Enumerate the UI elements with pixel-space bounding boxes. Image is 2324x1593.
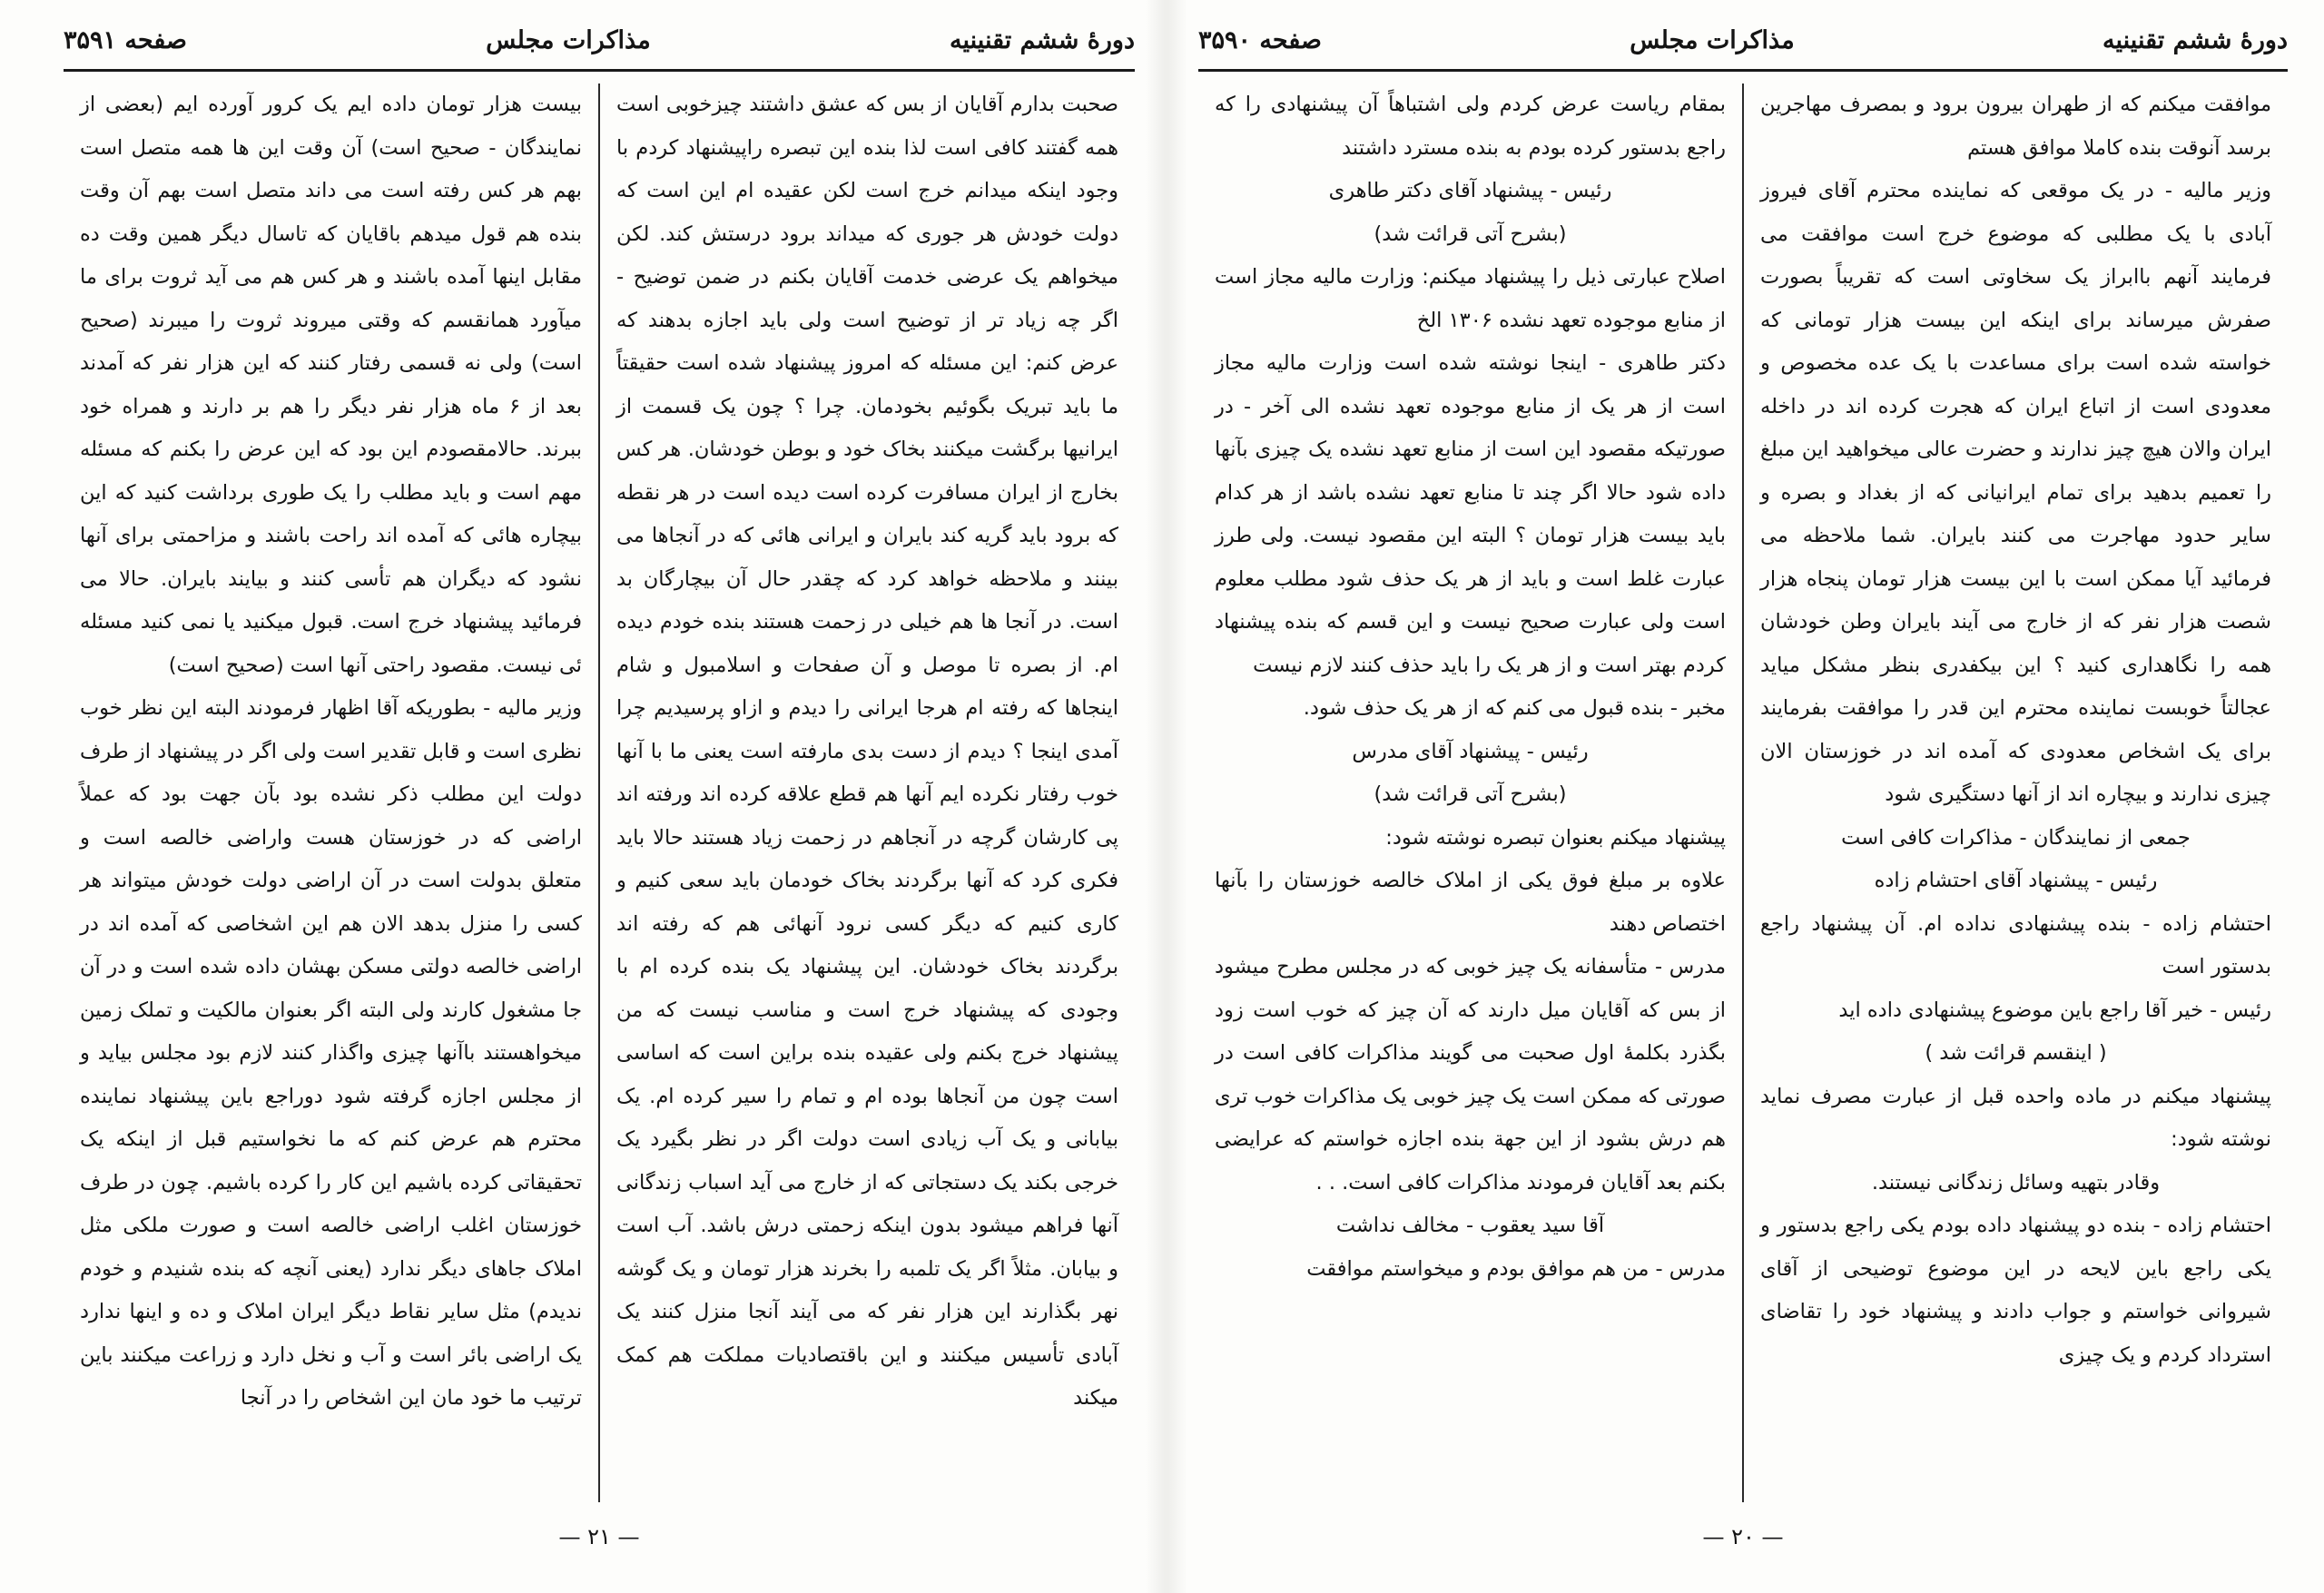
right-column-inner <box>1198 84 1742 1502</box>
left-page-number-label: صفحه ۳۵۹۱ <box>64 25 187 54</box>
right-page-header <box>1198 18 2288 62</box>
left-page-footer-number: — ۲۱ — <box>558 1524 640 1549</box>
speaker-line: رئیس - پیشنهاد آقای دکتر طاهری <box>1328 179 1612 202</box>
left-page <box>64 18 1135 1566</box>
paragraph: علاوه بر مبلغ فوق یکی از املاک خالصه خوزستان را بآنها اختصاص دهند <box>1215 869 1726 936</box>
paragraph: رئیس - خیر آقا راجع باین موضوع پیشنهادی داده اید <box>1838 998 2271 1022</box>
paragraph: بیست هزار تومان داده ایم یک کرور آورده ایم (بعضی از نمایندگان - صحیح است) آن وقت این ها همه متصل است بهم هر کس رفته است می داند متصل است بهم آن وقت بنده هم قول میدهم باقایان که تاسال دیگر همین وقت ده مقابل اینها آمده باشند و هر کس هم می آید ثروت برای ما میآورد همانقسم که وقتی میروند ثروت را میبرند (صحیح است) ولی نه قسمی رفتار کنند که این هزار نفر که آمدند بعد از ۶ ماه هزار نفر دیگر را هم بر دارند و همراه خود ببرند. حالامقصودم این بود که این عرض را بکنم که مسئله مهم است و باید مطلب را یک طوری برداشت کنید که این بیچاره هائی که آمده اند راحت باشند و مزاحمتی برای آنها نشود که دیگران هم تأسی کنند و بیایند بایران. حالا می فرمائید پیشنهاد خرج است. قبول میکنید یا نمی کنید مسئله ئی نیست. مقصود راحتی آنها است (صحیح است) <box>80 93 582 677</box>
right-page-number-label: صفحه ۳۵۹۰ <box>1198 25 1322 54</box>
right-running-title: مذاکرات مجلس <box>1630 25 1795 54</box>
speaker-line: جمعی از نمایندگان - مذاکرات کافی است <box>1841 825 2191 850</box>
left-columns <box>64 84 1135 1502</box>
speaker-line: رئیس - پیشنهاد آقای احتشام زاده <box>1874 869 2158 892</box>
left-page-header <box>64 18 1135 62</box>
paragraph: پیشنهاد میکنم بعنوان تبصره نوشته شود: <box>1385 825 1726 850</box>
left-journal-title: دورهٔ ششم تقنینیه <box>950 25 1135 54</box>
left-column-inner <box>600 84 1135 1502</box>
paragraph: آقا سید یعقوب - مخالف نداشت <box>1335 1214 1605 1237</box>
paragraph: مخبر - بنده قبول می کنم که از هر یک حذف شود. <box>1303 696 1726 720</box>
left-column-outer <box>64 84 598 1502</box>
paragraph: مدرس - من هم موافق بودم و میخواستم موافقت <box>1306 1256 1726 1281</box>
right-page <box>1198 18 2288 1566</box>
paragraph: موافقت میکنم که از طهران بیرون برود و بمصرف مهاجرین برسد آنوقت بنده کاملا موافق هستم <box>1760 93 2271 160</box>
read-out-note: (بشرح آتی قرائت شد) <box>1374 221 1567 246</box>
paragraph: صحبت بدارم آقایان از بس که عشق داشتند چیزخوبی است همه گفتند کافی است لذا بنده این تبصره راپیشنهاد کردم با وجود اینکه میدانم خرج است لکن عقیده ام این است که دولت خودش هر جوری که میداند برود درستش کند. لکن میخواهم یک عرضی خدمت آقایان بکنم در ضمن توضیح - اگر چه زیاد تر از توضیح است ولی باید اجازه بدهند که عرض کنم: این مسئله که امروز پیشنهاد شده است حقیقتاً ما باید تبریک بگوئیم بخودمان. چرا ؟ چون یک قسمت از ایرانیها برگشت میکنند بخاک خود و بوطن خودشان. هر کس بخارج از ایران مسافرت کرده است دیده است در هر نقطه که برود باید گریه کند بایران و ایرانی هائی که در آنجاها می بینند و ملاحظه خواهد کرد که چقدر حال آن بیچارگان بد است. در آنجا ها هم خیلی در زحمت هستند بنده خودم دیده ام. از بصره تا موصل و آن صفحات و اسلامبول و شام اینجاها که رفته ام هرجا ایرانی را دیدم و ازاو پرسیدیم چرا آمدی اینجا ؟ دیدم از دست بدی مارفته است یعنی ما با آنها خوب رفتار نکرده ایم آنها هم قطع علاقه کرده اند ورفته اند پی کارشان گرچه در آنجاهم در زحمت زیاد هستند حالا باید فکری کرد که آنها برگردند بخاک خودمان باید سعی کنیم و کاری کنیم که دیگر کسی نرود آنهائی هم که رفته اند برگردند بخاک خودشان. این پیشنهاد یک بنده کرده ام با وجودی که پیشنهاد خرج است و مناسب نیست که من پیشنهاد خرج بکنم ولی عقیده بنده براین است که اساسی است چون من آنجاها بوده ام و تمام را سیر کرده ام. یک بیابانی و یک آب زیادی است دولت اگر در نظر بگیرد یک خرجی بکند یک دستجاتی که از خارج می آید اسباب زندگانی آنها فراهم میشود بدون اینکه زحمتی درش باشد. آب است و بیابان. مثلاً اگر یک تلمبه را بخرند هزار تومان و یک گوشه نهر بگذارند این هزار نفر که می آیند آنجا منزل کنند یک آبادی تأسیس میکنند و این باقتصادیات مملکت هم کمک میکند <box>616 93 1118 1410</box>
column-divider <box>1742 84 1744 1502</box>
book-gutter <box>1146 0 1187 1593</box>
right-header-rule <box>1198 69 2288 72</box>
read-out-note: ( اینقسم قرائت شد ) <box>1925 1041 2107 1065</box>
read-out-note: (بشرح آتی قرائت شد) <box>1374 782 1567 806</box>
paragraph: پیشنهاد میکنم در ماده واحده قبل از عبارت مصرف نماید نوشته شود: <box>1760 1084 2271 1151</box>
paragraph: وقادر بتهیه وسائل زندگانی نیستند. <box>1871 1170 2161 1195</box>
speaker-line: رئیس - پیشنهاد آقای مدرس <box>1352 739 1589 763</box>
paragraph: وزیر مالیه - بطوریکه آقا اظهار فرمودند البته این نظر خوب نظری است و قابل تقدیر است ولی اگر در پیشنهاد از طرف دولت این مطلب ذکر نشده بود بآن جهت بود که عملاً اراضی که در خوزستان هست واراضی خالصه است و متعلق بدولت است در آن اراضی دولت خودش میتواند هر کسی را منزل بدهد الان هم این اشخاصی که آمده اند در اراضی خالصه دولتی مسکن بهشان داده شده است و در آن جا مشغول کارند ولی البته اگر بعنوان مالکیت و تملک زمین میخواهستند باآنها چیزی واگذار کنند لازم بود مجلس بیاید و از مجلس اجازه گرفته شود دوراجع باین پیشنهاد نماینده محترم هم عرض کنم که ما نخواستیم قبل از اینکه یک تحقیقاتی کرده باشیم این کار را کرده باشیم. چون در طرف خوزستان اغلب اراضی خالصه است و صورت ملکی مثل املاک جاهای دیگر ندارد (یعنی آنچه که بنده شنیدم و خودم ندیدم) مثل سایر نقاط دیگر ایران املاک و ده و اینها ندارد یک اراضی بائر است و آب و نخل دارد و زراعت میکنند باین ترتیب ما خود مان این اشخاص را در آنجا <box>80 696 582 1410</box>
paragraph: مدرس - متأسفانه یک چیز خوبی که در مجلس مطرح میشود از بس که آقایان میل دارند که آن چیز که خوب است زود بگذرد بکلمهٔ اول صحبت می گویند مذاکرات کافی است در صورتی که ممکن است یک چیز خوبی یک مذاکرات خوب تری هم درش بشود از این جهة بنده اجازه خواستم که عرایضی بکنم بعد آقایان فرمودند مذاکرات کافی است. . . <box>1215 955 1726 1195</box>
paragraph: احتشام زاده - بنده دو پیشنهاد داده بودم یکی راجع بدستور و یکی راجع باین لایحه در این موضوع توضیحی از آقای شیروانی خواستم و جواب دادند و پیشنهاد خود را تقاضای استرداد کردم و یک چیزی <box>1760 1214 2271 1367</box>
paragraph: احتشام زاده - بنده پیشنهادی نداده ام. آن پیشنهاد راجع بدستور است <box>1760 911 2271 978</box>
right-page-footer-number: — ۲۰ — <box>1702 1524 1784 1549</box>
left-header-rule <box>64 69 1135 72</box>
paragraph: اصلاح عبارتی ذیل را پیشنهاد میکنم: وزارت مالیه مجاز است از منابع موجوده تعهد نشده ۱۳۰۶ الخ <box>1215 265 1726 332</box>
left-running-title: مذاکرات مجلس <box>486 25 651 54</box>
paragraph: بمقام ریاست عرض کردم ولی اشتباهاً آن پیشنهادی را که راجع بدستور کرده بودم به بنده مسترد داشتند <box>1215 93 1726 160</box>
paragraph: دکتر طاهری - اینجا نوشته شده است وزارت مالیه مجاز است از هر یک از منابع موجوده تعهد نشده الی آخر - در صورتیکه مقصود این است از منابع تعهد نشده یک چیزی بآنها داده شود حالا اگر چند تا منابع تعهد نشده باشد از هر کدام باید بیست هزار تومان ؟ البته این مقصود نیست. ولی طرز عبارت غلط است و باید از هر یک حذف شود مطلب معلوم است ولی عبارت صحیح نیست و این قسم که بنده پیشنهاد کردم بهتر است و از هر یک را باید حذف کنند لازم نیست <box>1215 351 1726 677</box>
right-column-outer <box>1744 84 2288 1502</box>
column-divider <box>598 84 600 1502</box>
paragraph: وزیر مالیه - در یک موقعی که نماینده محترم آقای فیروز آبادی با یک مطلبی که موضوع خرج است موافقت می فرمایند آنهم باابراز یک سخاوتی است که تقریباً بصورت صفرش میرساند برای اینکه این بیست هزار تومانی که خواسته شده است برای مساعدت با یک عده مخصوص و معدودی است از اتباع ایران که هجرت کرده اند در داخله ایران والان هیچ چیز ندارند و حضرت عالی میخواهید این مبلغ را تعمیم بدهید برای تمام ایرانیانی که از بغداد و بصره و سایر حدود مهاجرت می کنند بایران. شما ملاحظه می فرمائید آیا ممکن است با این بیست هزار تومان پنجاه هزار شصت هزار نفر که از خارج می آیند بایران وطن خودشان همه را نگاهداری کنید ؟ این بیکفدری بنظر مشکل میاید عجالتاً خوبست نماینده محترم این قدر را موافقت بفرمایند برای یک اشخاص معدودی که آمده اند در خوزستان الان چیزی ندارند و بیچاره اند از آنها دستگیری شود <box>1760 179 2271 806</box>
right-journal-title: دورهٔ ششم تقنینیه <box>2102 25 2288 54</box>
right-columns <box>1198 84 2288 1502</box>
